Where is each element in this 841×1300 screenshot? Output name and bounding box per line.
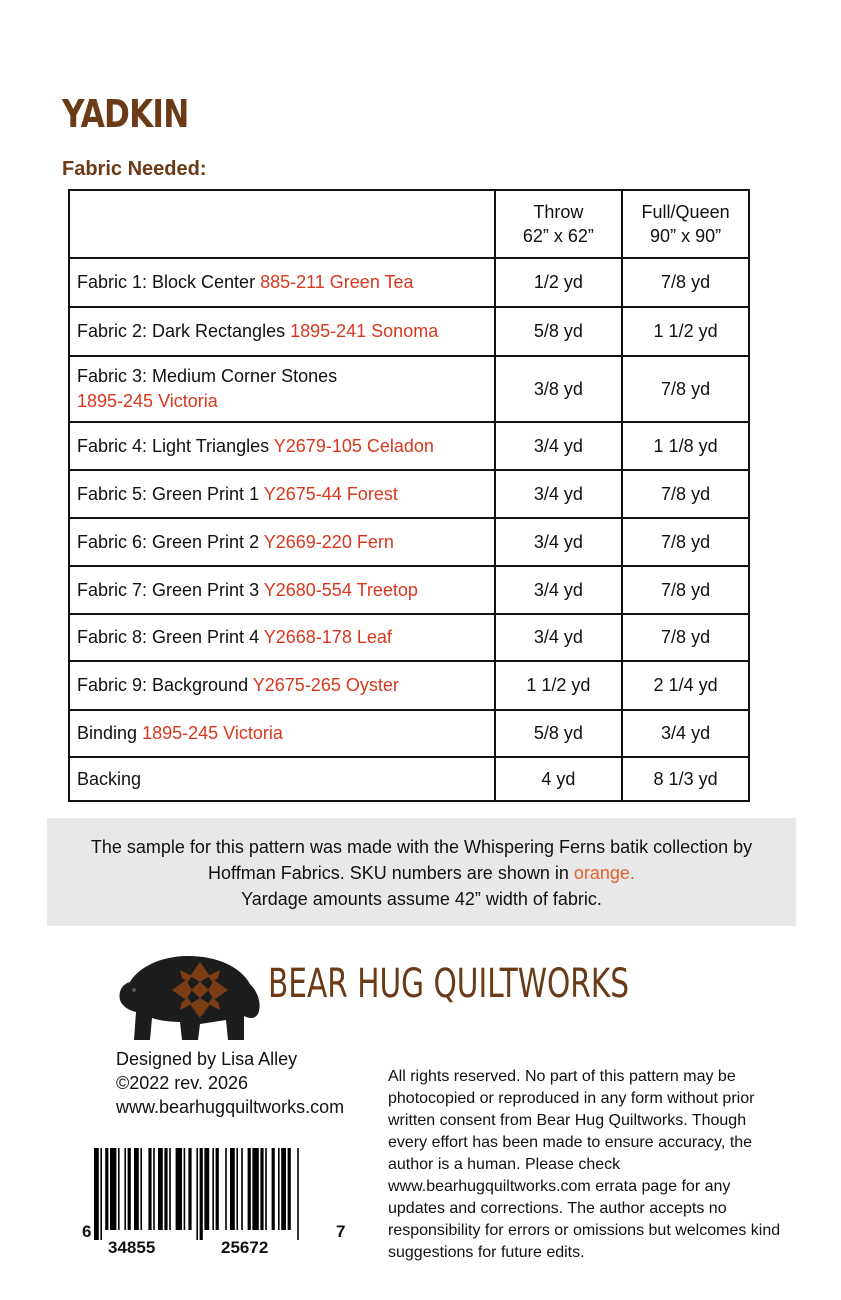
- table-row: [69, 307, 749, 356]
- barcode-bar: [248, 1148, 251, 1230]
- barcode-bar: [140, 1148, 142, 1230]
- info-note: [47, 818, 796, 926]
- queen-yardage: 2 1/4 yd: [622, 661, 749, 710]
- note-line-3: Yardage amounts assume 42” width of fabric.: [241, 889, 602, 909]
- barcode-bar: [169, 1148, 171, 1230]
- barcode-bar: [252, 1148, 258, 1230]
- barcode-bar: [204, 1148, 209, 1230]
- fabric-label: Fabric 6: Green Print 2: [77, 531, 264, 552]
- fabric-cell: [69, 356, 495, 422]
- throw-yardage: 3/4 yd: [495, 422, 623, 470]
- table-row: [69, 661, 749, 710]
- throw-yardage: 3/8 yd: [495, 356, 623, 422]
- barcode-bar: [196, 1148, 198, 1240]
- table-row: [69, 356, 749, 422]
- queen-yardage: 7/8 yd: [622, 470, 749, 518]
- header-cell-fabric: [69, 190, 495, 258]
- table-row: [69, 614, 749, 661]
- table-row: [69, 470, 749, 518]
- note-line-1: The sample for this pattern was made with the Whispering Ferns batik collection by: [90, 837, 753, 857]
- barcode-bar: [100, 1148, 102, 1240]
- barcode-bar: [164, 1148, 167, 1230]
- table-header-row: [69, 190, 749, 258]
- throw-yardage: 1 1/2 yd: [495, 661, 623, 710]
- bear-icon: [116, 948, 266, 1048]
- queen-yardage: 7/8 yd: [622, 356, 749, 422]
- throw-yardage: 5/8 yd: [495, 710, 623, 757]
- barcode-check-digit: 7: [336, 1222, 346, 1241]
- fabric-cell: [69, 422, 495, 470]
- throw-yardage: 1/2 yd: [495, 258, 623, 307]
- note-line-2-text: Hoffman Fabrics. SKU numbers are shown in: [208, 863, 574, 883]
- barcode-bar: [128, 1148, 131, 1230]
- credits: [116, 1047, 344, 1119]
- barcode-bar: [225, 1148, 227, 1230]
- barcode-bar: [200, 1148, 203, 1240]
- queen-yardage: 1 1/8 yd: [622, 422, 749, 470]
- queen-yardage: 7/8 yd: [622, 614, 749, 661]
- section-heading: Fabric Needed:: [62, 158, 207, 180]
- table-row: [69, 710, 749, 757]
- table-row: [69, 258, 749, 307]
- fabric-cell: [69, 470, 495, 518]
- barcode-bar: [124, 1148, 126, 1230]
- fabric-label: Binding: [77, 723, 143, 743]
- queen-yardage: 7/8 yd: [622, 258, 749, 307]
- table-row: [69, 566, 749, 614]
- copyright: ©2022 rev. 2026: [116, 1073, 249, 1093]
- barcode-bar: [188, 1148, 191, 1230]
- fabric-label: Fabric 8: Green Print 4: [77, 627, 264, 647]
- fabric-label: Fabric 1: Block Center: [77, 272, 261, 292]
- barcode-bar: [278, 1148, 280, 1230]
- fabric-sku: Y2669-220 Fern: [263, 531, 394, 552]
- website: www.bearhugquiltworks.com: [116, 1097, 345, 1117]
- fabric-cell: [69, 566, 495, 614]
- barcode-bar: [105, 1148, 108, 1230]
- barcode-bar: [176, 1148, 182, 1230]
- barcode-bar: [297, 1148, 299, 1240]
- header-queen-size: 90” x 90”: [650, 226, 722, 246]
- fabric-cell: [69, 757, 495, 801]
- table-row: [69, 757, 749, 801]
- throw-yardage: 4 yd: [495, 757, 623, 801]
- fabric-cell: [69, 518, 495, 566]
- fabric-label: Backing: [77, 768, 142, 789]
- table-row: [69, 518, 749, 566]
- fabric-table: [68, 189, 750, 802]
- barcode-bar: [110, 1148, 116, 1230]
- barcode-bar: [288, 1148, 291, 1230]
- fabric-sku: Y2668-178 Leaf: [263, 627, 392, 647]
- fabric-cell: [69, 710, 495, 757]
- barcode-bar: [118, 1148, 120, 1230]
- header-throw-size: 62” x 62”: [522, 226, 594, 246]
- barcode-bars: [82, 1148, 342, 1242]
- queen-yardage: 3/4 yd: [622, 710, 749, 757]
- throw-yardage: 3/4 yd: [495, 566, 623, 614]
- barcode-bar: [153, 1148, 155, 1230]
- header-queen-label: Full/Queen: [641, 202, 730, 222]
- barcode-bar: [158, 1148, 163, 1230]
- brand-name: BEAR HUG QUILTWORKS: [268, 961, 630, 1007]
- queen-yardage: 7/8 yd: [622, 518, 749, 566]
- fabric-sku: 885-211 Green Tea: [260, 272, 414, 292]
- legal-notice: All rights reserved. No part of this pattern may be photocopied or reproduced in any form without prior written consent from Bear Hug Quiltworks. Though every effort has been made to ensure accuracy, the author is a human. Please check www.bearhugquiltworks.com errata page for any updates and corrections. The author accepts no responsibility for errors or omissions but welcomes kind suggestions for future edits.: [388, 1068, 781, 1261]
- barcode-bar: [281, 1148, 286, 1230]
- barcode-bar: [134, 1148, 139, 1230]
- header-cell-queen: [622, 190, 749, 258]
- fabric-sku: Y2675-265 Oyster: [252, 675, 399, 695]
- fabric-sku: Y2679-105 Celadon: [273, 435, 434, 456]
- throw-yardage: 3/4 yd: [495, 470, 623, 518]
- header-cell-throw: [495, 190, 623, 258]
- designer: Designed by Lisa Alley: [116, 1049, 298, 1069]
- fabric-sku: 1895-241 Sonoma: [290, 321, 439, 341]
- fabric-cell: [69, 614, 495, 661]
- fabric-cell: [69, 307, 495, 356]
- note-line-2: [47, 860, 796, 886]
- barcode-bar: [236, 1148, 238, 1230]
- queen-yardage: 8 1/3 yd: [622, 757, 749, 801]
- fabric-sku: 1895-245 Victoria: [77, 391, 218, 411]
- barcode-bar: [260, 1148, 263, 1230]
- barcode-bar: [230, 1148, 235, 1230]
- barcode-bar: [94, 1148, 99, 1240]
- barcode-bar: [272, 1148, 275, 1230]
- fabric-label: Fabric 4: Light Triangles: [77, 435, 274, 456]
- fabric-label: Fabric 7: Green Print 3: [77, 579, 264, 600]
- queen-yardage: 1 1/2 yd: [622, 307, 749, 356]
- throw-yardage: 5/8 yd: [495, 307, 623, 356]
- barcode-bar: [216, 1148, 219, 1230]
- fabric-cell: [69, 258, 495, 307]
- barcode-group-1: 34855: [108, 1238, 156, 1257]
- note-orange-word: orange.: [573, 863, 635, 883]
- queen-yardage: 7/8 yd: [622, 566, 749, 614]
- barcode-bar: [184, 1148, 186, 1230]
- barcode-bar: [212, 1148, 214, 1230]
- throw-yardage: 3/4 yd: [495, 614, 623, 661]
- fabric-sku: Y2675-44 Forest: [263, 483, 398, 504]
- barcode-group-2: 25672: [221, 1238, 269, 1257]
- barcode: [82, 1148, 346, 1257]
- fabric-cell: [69, 661, 495, 710]
- barcode-lead-digit: 6: [82, 1222, 92, 1241]
- throw-yardage: 3/4 yd: [495, 518, 623, 566]
- barcode-bar: [265, 1148, 267, 1230]
- barcode-bar: [148, 1148, 151, 1230]
- barcode-bar: [241, 1148, 243, 1230]
- fabric-label: Fabric 5: Green Print 1: [77, 483, 264, 504]
- fabric-sku: 1895-245 Victoria: [142, 723, 283, 743]
- fabric-label: Fabric 9: Background: [77, 675, 253, 695]
- fabric-label: Fabric 2: Dark Rectangles: [77, 321, 291, 341]
- header-throw-label: Throw: [533, 202, 584, 222]
- table-row: [69, 422, 749, 470]
- pattern-title: YADKIN: [62, 92, 189, 136]
- fabric-label: Fabric 3: Medium Corner Stones: [77, 366, 338, 386]
- fabric-sku: Y2680-554 Treetop: [263, 579, 418, 600]
